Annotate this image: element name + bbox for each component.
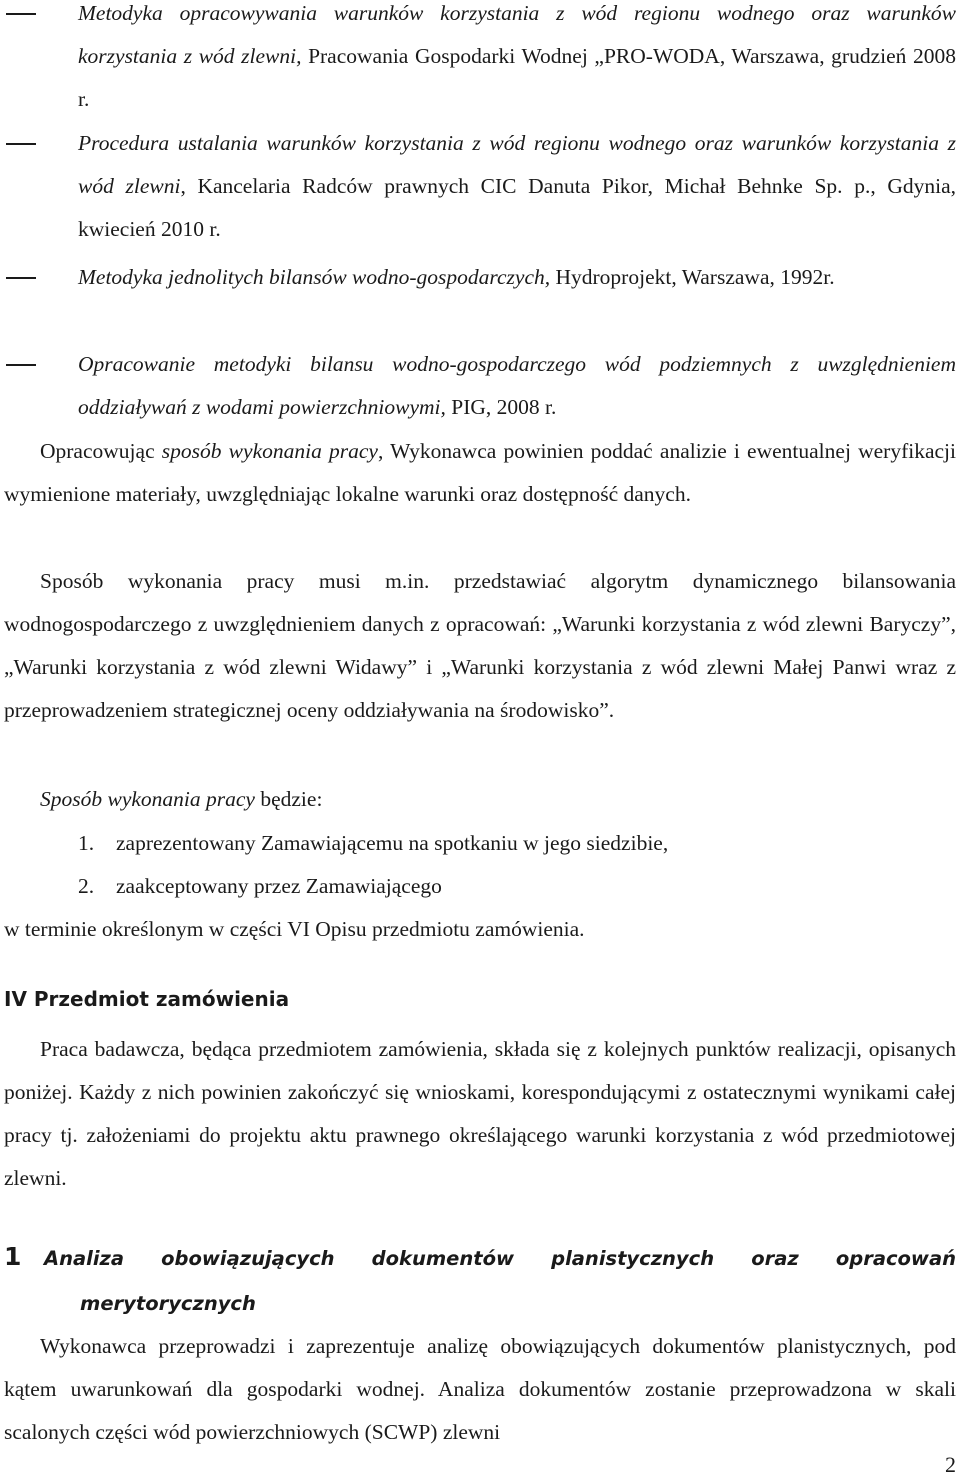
reference-item (0, 256, 956, 299)
list-item: 2. zaakceptowany przez Zamawiającego (78, 874, 442, 898)
subsection-heading: 1 Analiza obowiązujących dokumentów planistycznych oraz opracowań merytorycznych (4, 1242, 956, 1315)
reference-source: PIG, 2008 r. (445, 395, 557, 419)
reference-item (0, 0, 956, 121)
paragraph-method: Opracowując sposób wykonania pracy, Wykonawca powinien poddać analizie i ewentualnej weryfikacji wymienione materiały, uwzględniając lokalne warunki oraz dostępność danych. (4, 439, 956, 506)
reference-title: Metodyka opracowywania warunków korzystania z wód regionu wodnego oraz warunków korzystania z wód zlewni, (78, 1, 956, 68)
paragraph-method-will-be: Sposób wykonania pracy będzie: (40, 787, 323, 811)
paragraph-deadline: w terminie określonym w części VI Opisu przedmiotu zamówienia. (4, 917, 585, 941)
section-heading: IV Przedmiot zamówienia (4, 987, 290, 1011)
paragraph-subject: Praca badawcza, będąca przedmiotem zamówienia, składa się z kolejnych punktów realizacji, opisanych poniżej. Każdy z nich powinien zakończyć się wnioskami, korespondującymi z ostatecznymi wynikami całej pracy tj. założeniami do projektu aktu prawnego określającego warunki korzystania z wód przedmiotowej zlewni. (4, 1037, 956, 1190)
list-item: 1. zaprezentowany Zamawiającemu na spotkaniu w jego siedzibie, (78, 831, 669, 855)
reference-title: Opracowanie metodyki bilansu wodno-gospodarczego wód podziemnych z uwzględnieniem oddziaływań z wodami powierzchniowymi, (78, 352, 956, 419)
reference-source: , Kancelaria Radców prawnych CIC Danuta Pikor, Michał Behnke Sp. p., Gdynia, kwiecień 2010 r. (78, 174, 956, 241)
reference-item (0, 343, 956, 429)
reference-title-cont: korzystania z wód zlewni (78, 131, 956, 198)
paragraph-algorithm: Sposób wykonania pracy musi m.in. przedstawiać algorytm dynamicznego bilansowania wodnogospodarczego z uwzględnieniem danych z opracowań: „Warunki korzystania z wód zlewni Baryczy”, „Warunki korzystania z wód zlewni Widawy” i „Warunki korzystania z wód zlewni Małej Panwi wraz z przeprowadzeniem strategicznej oceny oddziaływania na środowisko”. (4, 569, 956, 722)
reference-title: Metodyka jednolitych bilansów wodno-gospodarczych, (78, 265, 551, 289)
reference-item (0, 122, 956, 251)
reference-title: Procedura ustalania warunków korzystania z wód regionu wodnego oraz warunków (78, 131, 840, 155)
page-number: 2 (945, 1452, 956, 1477)
paragraph-analysis: Wykonawca przeprowadzi i zaprezentuje analizę obowiązujących dokumentów planistycznych, pod kątem uwarunkowań dla gospodarki wodnej. Analiza dokumentów zostanie przeprowadzona w skali scalonych części wód powierzchniowych (SCWP) zlewni (4, 1334, 956, 1444)
reference-source: Hydroprojekt, Warszawa, 1992r. (550, 265, 835, 289)
reference-source: Pracowania Gospodarki Wodnej „PRO-WODA, Warszawa, grudzień 2008 r. (78, 44, 956, 111)
